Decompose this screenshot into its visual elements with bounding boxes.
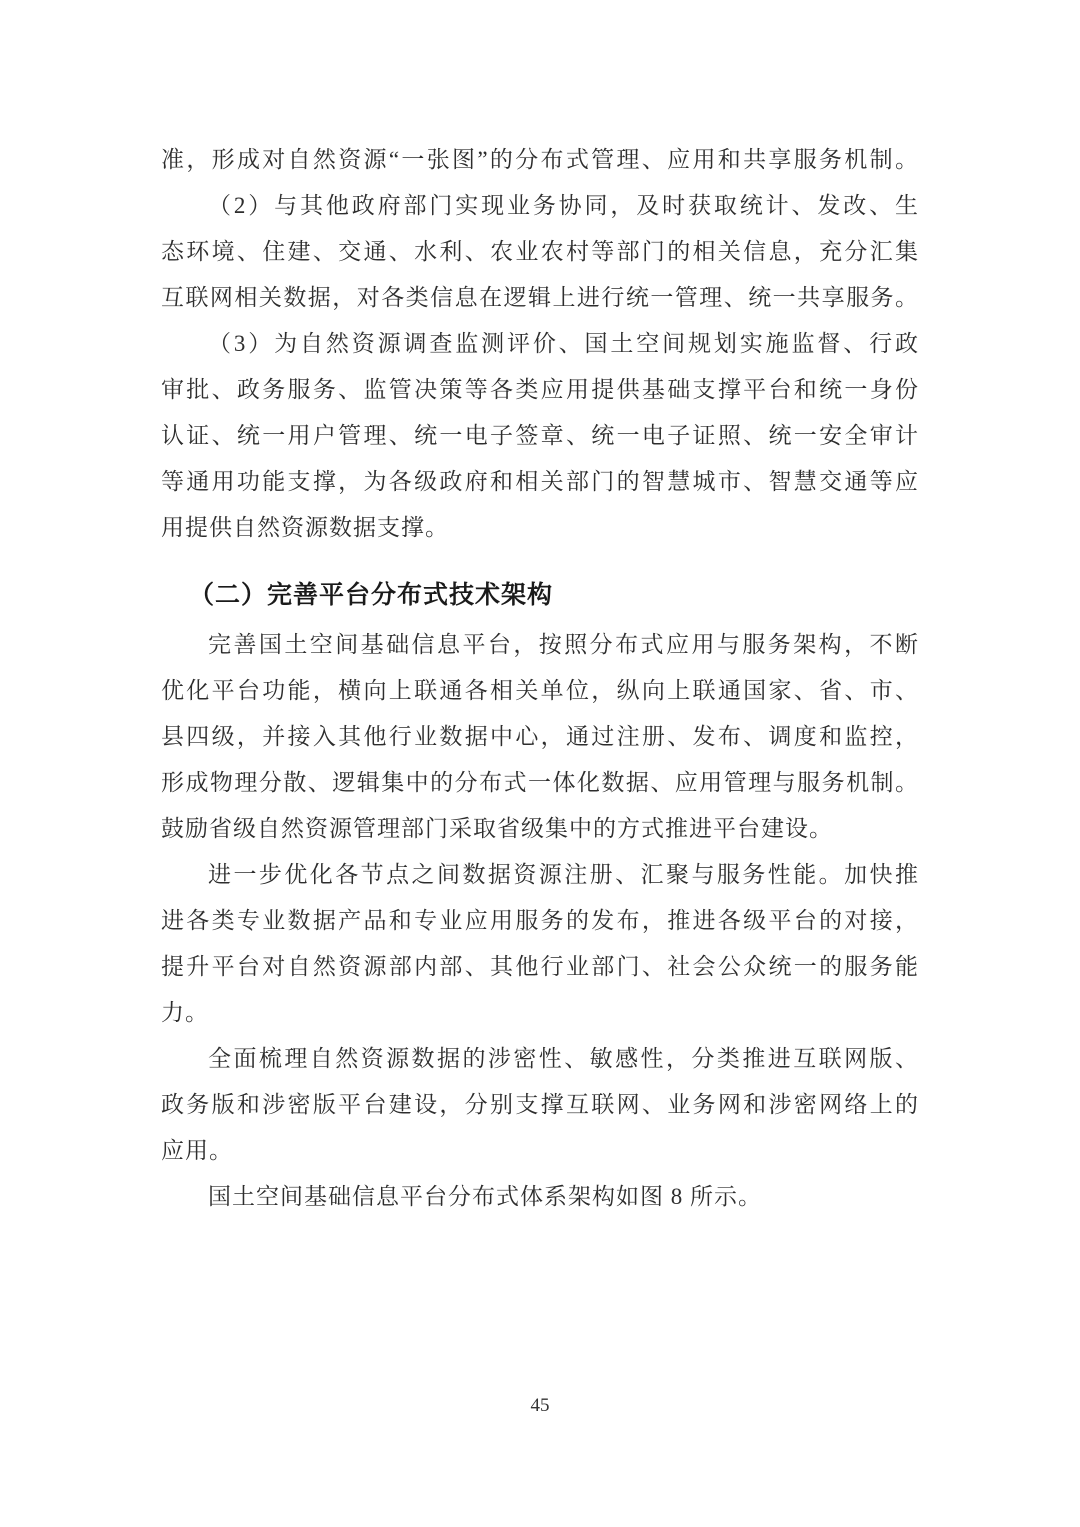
paragraph: [161, 321, 919, 551]
paragraph: [161, 1174, 919, 1220]
page-number: 45: [530, 1395, 550, 1416]
text-line: 国土空间基础信息平台分布式体系架构如图 8 所示。: [208, 1184, 762, 1209]
text-line: 应用。: [161, 1138, 233, 1163]
text-line: 形成物理分散、逻辑集中的分布式一体化数据、应用管理与服务机制。: [161, 770, 919, 795]
paragraph: [161, 183, 919, 321]
text-line: 提升平台对自然资源部内部、其他行业部门、社会公众统一的服务能: [161, 954, 919, 979]
text-line: 等通用功能支撑，为各级政府和相关部门的智慧城市、智慧交通等应: [161, 469, 919, 494]
text-line: 完善国土空间基础信息平台，按照分布式应用与服务架构，不断: [208, 632, 919, 657]
text-line: 力。: [161, 1000, 209, 1025]
text-line: 态环境、住建、交通、水利、农业农村等部门的相关信息，充分汇集: [161, 239, 919, 264]
text-line: 认证、统一用户管理、统一电子签章、统一电子证照、统一安全审计: [161, 423, 919, 448]
text-line: 优化平台功能，横向上联通各相关单位，纵向上联通国家、省、市、: [161, 678, 919, 703]
paragraph: [161, 1036, 919, 1174]
text-line: 全面梳理自然资源数据的涉密性、敏感性，分类推进互联网版、: [208, 1046, 919, 1071]
text-line: （2）与其他政府部门实现业务协同，及时获取统计、发改、生: [208, 193, 919, 218]
text-line: 互联网相关数据，对各类信息在逻辑上进行统一管理、统一共享服务。: [161, 285, 919, 310]
text-line: 政务版和涉密版平台建设，分别支撑互联网、业务网和涉密网络上的: [161, 1092, 919, 1117]
paragraph: [161, 622, 919, 852]
document-body: [161, 137, 919, 1220]
text-line: 进一步优化各节点之间数据资源注册、汇聚与服务性能。加快推: [208, 862, 919, 887]
paragraph: [161, 137, 919, 183]
text-line: 县四级，并接入其他行业数据中心，通过注册、发布、调度和监控，: [161, 724, 919, 749]
text-line: 鼓励省级自然资源管理部门采取省级集中的方式推进平台建设。: [161, 816, 833, 841]
paragraph: [161, 852, 919, 1036]
text-line: 用提供自然资源数据支撑。: [161, 515, 449, 540]
text-line: 审批、政务服务、监管决策等各类应用提供基础支撑平台和统一身份: [161, 377, 919, 402]
text-line: 进各类专业数据产品和专业应用服务的发布，推进各级平台的对接，: [161, 908, 919, 933]
text-line: （3）为自然资源调查监测评价、国土空间规划实施监督、行政: [208, 331, 919, 356]
section-heading: （二）完善平台分布式技术架构: [189, 581, 554, 609]
text-line: 准，形成对自然资源“一张图”的分布式管理、应用和共享服务机制。: [161, 147, 919, 172]
